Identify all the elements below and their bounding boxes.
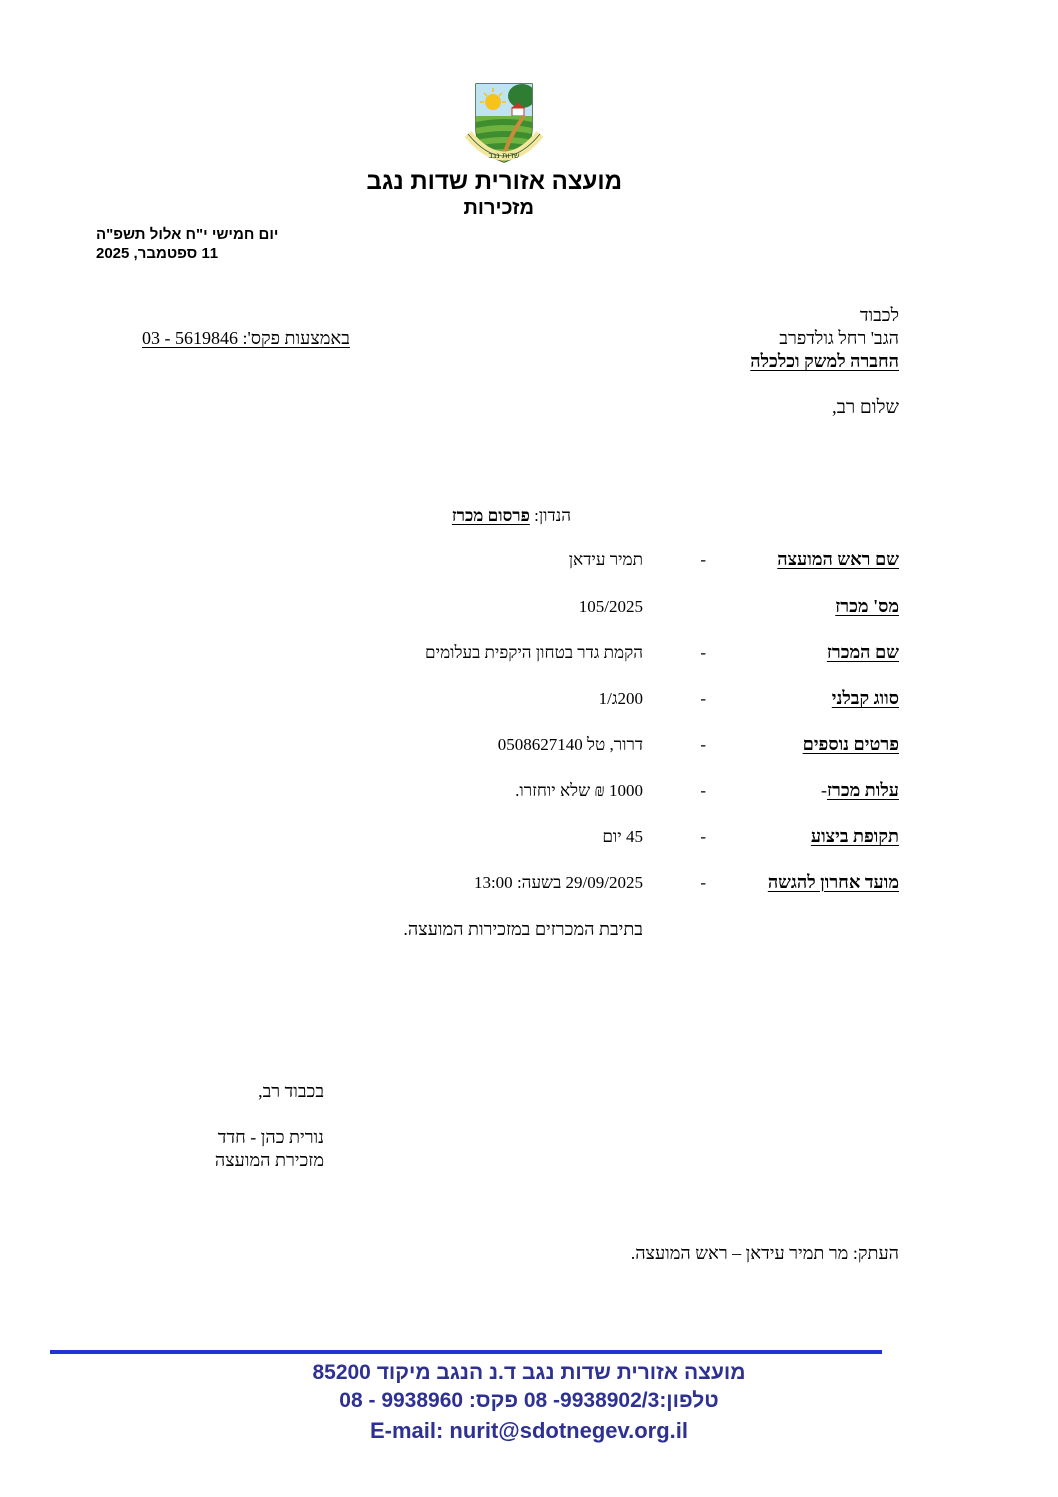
signature-name: נורית כהן - חדד [217, 1127, 324, 1147]
cc-line: העתק: מר תמיר עידאן – ראש המועצה. [630, 1243, 899, 1263]
recipient-company: החברה למשק וכלכלה [750, 351, 899, 371]
row-label-cost [821, 780, 899, 801]
row-value-tender-number: 105/2025 [578, 597, 643, 616]
footer-phone: טלפון:9938902/3- 08 פקס: 9938960 - 08 [339, 1389, 719, 1412]
row-value-tender-name: הקמת גדר בטחון היקפית בעלומים [425, 643, 643, 662]
row-label-tender-name: שם המכרז [826, 642, 899, 662]
row-label-details: פרטים נוספים [802, 734, 899, 754]
council-name: מועצה אזורית שדות נגב [366, 168, 622, 195]
footer-address: מועצה אזורית שדות נגב ד.נ הנגב מיקוד 85200 [312, 1361, 746, 1384]
recipient-honor: לכבוד [859, 305, 899, 325]
submission-note: בתיבת המכרזים במזכירות המועצה. [403, 919, 643, 939]
department-name: מזכירות [463, 197, 534, 219]
subject-label: הנדון: [534, 506, 571, 525]
row-dash: - [700, 643, 706, 662]
row-value-classification: 200ג/1 [598, 689, 643, 708]
fax-number: 03 - 5619846 [142, 328, 238, 348]
council-emblem-icon [462, 82, 546, 166]
row-label-classification: סווג קבלני [831, 688, 899, 708]
row-label-cost-text: עלות מכרז [826, 780, 899, 800]
row-label-duration: תקופת ביצוע [810, 826, 899, 846]
footer-email: E-mail: nurit@sdotnegev.org.il [369, 1418, 689, 1443]
row-label-deadline: מועד אחרון להגשה [767, 872, 899, 892]
row-dash: - [700, 550, 706, 569]
row-dash: - [700, 827, 706, 846]
row-label-council-head: שם ראש המועצה [777, 549, 899, 569]
subject-value: פרסום מכרז [451, 506, 530, 525]
greeting: שלום רב, [831, 397, 899, 418]
fax-label: באמצעות פקס': [242, 328, 350, 348]
row-dash: - [700, 689, 706, 708]
row-dash: - [700, 735, 706, 754]
fax-line [142, 328, 350, 349]
recipient-name: הגב' רחל גולדפרב [779, 328, 899, 348]
date-gregorian: 11 ספטמבר, 2025 [96, 245, 219, 262]
row-dash: - [700, 781, 706, 800]
footer-divider [50, 1350, 882, 1354]
logo-text: שדות נגב [488, 151, 520, 160]
signature-title: מזכירת המועצה [214, 1150, 324, 1170]
signature-regards: בכבוד רב, [258, 1081, 324, 1101]
row-value-council-head: תמיר עידאן [568, 550, 643, 569]
council-logo [462, 82, 546, 166]
row-label-cost-suffix: - [820, 780, 827, 800]
row-value-deadline: 29/09/2025 בשעה: 13:00 [473, 873, 643, 892]
row-value-cost: 1000 ₪ שלא יוחזרו. [515, 781, 643, 800]
row-value-details: דרור, טל 0508627140 [497, 735, 643, 754]
subject-line [452, 506, 571, 526]
row-dash: - [700, 873, 706, 892]
row-label-tender-number: מס' מכרז [835, 596, 899, 616]
row-value-duration: 45 יום [602, 827, 643, 846]
date-hebrew: יום חמישי י"ח אלול תשפ"ה [96, 226, 279, 243]
